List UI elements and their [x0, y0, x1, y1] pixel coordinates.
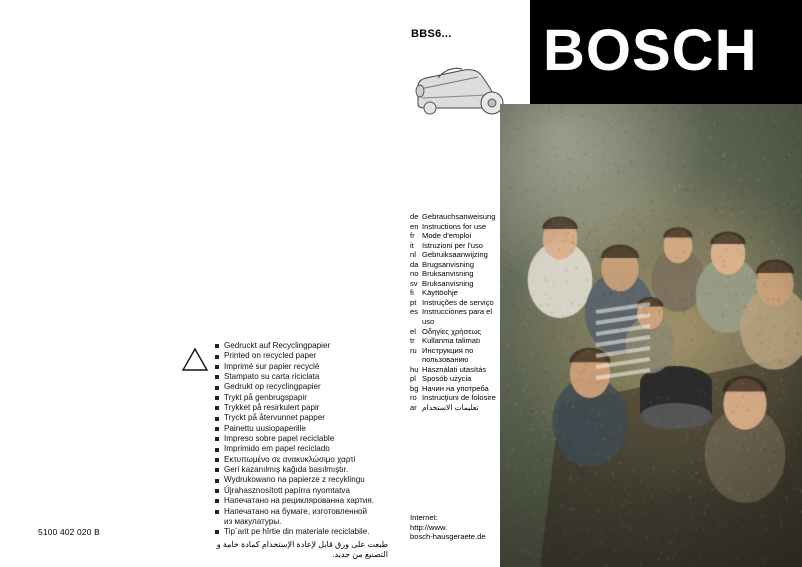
language-name: Mode d'emploi [422, 231, 472, 241]
language-row [410, 298, 498, 308]
bullet-icon [215, 489, 219, 493]
language-code: de [410, 212, 419, 221]
recycling-line [215, 434, 390, 444]
language-row [410, 365, 498, 375]
language-code: el [410, 326, 416, 336]
language-row [410, 403, 498, 413]
language-code: es [410, 307, 419, 317]
recycling-line [215, 351, 390, 361]
cover-photo-canvas [500, 104, 802, 567]
internet-label: Internet: [410, 513, 438, 522]
language-row [410, 269, 498, 279]
bullet-icon [215, 499, 219, 503]
language-code: ar [410, 402, 417, 412]
bullet-icon [215, 406, 219, 410]
language-code: nl [410, 250, 416, 260]
recycling-line-text: Tryckt på återvunnet papper [224, 413, 325, 423]
recycling-line-text: Imprimé sur papier recyclé [224, 361, 320, 371]
recycling-line-text: Εκτυπωμένο σε ανακυκλώσιμο χαρτί [224, 454, 356, 464]
language-name: Инструкция по [422, 345, 474, 355]
language-name: Οδηγίες χρήσεως [422, 326, 482, 336]
recycling-line-text: Painettu uusiopaperille [224, 423, 306, 433]
language-name-continuation: пользованию [422, 355, 469, 365]
language-code: sv [410, 278, 418, 288]
recycling-line [215, 507, 390, 517]
language-name: Начин на употреба [422, 383, 489, 393]
language-code: it [410, 240, 414, 250]
language-code: no [410, 269, 419, 279]
language-code: pt [410, 297, 417, 307]
language-code: fi [410, 288, 414, 298]
bullet-icon [215, 510, 219, 514]
recycling-line [215, 403, 390, 413]
brand-wordmark: BOSCH [543, 18, 758, 83]
language-name: تعليمات الاستخدام [422, 402, 479, 412]
bullet-icon [215, 344, 219, 348]
language-code: ru [410, 345, 417, 355]
brand-panel [530, 0, 802, 104]
language-name: Istruzioni per l'uso [422, 240, 483, 250]
language-code: ro [410, 393, 417, 403]
language-row [410, 307, 498, 317]
language-name: Brugsanvisning [422, 259, 474, 269]
recycling-line [215, 382, 390, 392]
recycling-line-text: Printed on recycled paper [224, 351, 317, 361]
recycling-line-text: Напечатано на рециклярованна хартия. [224, 496, 374, 506]
recycling-line-text: Stampato su carta riciclata [224, 372, 320, 382]
bullet-icon [215, 375, 219, 379]
internet-url-line1[interactable]: http://www. [410, 522, 448, 532]
recycling-line-text: Gedrukt op recyclingpapier [224, 382, 321, 392]
recycling-triangle-icon [182, 348, 208, 372]
recycling-line [215, 486, 390, 496]
recycling-line [215, 413, 390, 423]
language-code: bg [410, 383, 419, 393]
language-row [410, 393, 498, 403]
language-row [410, 327, 498, 337]
cover-photo [500, 104, 802, 567]
language-code: hu [410, 364, 419, 374]
recycling-line [215, 362, 390, 372]
bullet-icon [215, 417, 219, 421]
recycling-line-text: Geri kazanılmış kağıda basılmıştır. [224, 465, 349, 475]
recycling-line-text: Trykket på resirkulert papir [224, 403, 320, 413]
language-name: Instructions for use [422, 221, 487, 231]
recycling-line [215, 455, 390, 465]
recycling-line [215, 372, 390, 382]
language-row [410, 384, 498, 394]
language-name: Gebrauchsanweisung [422, 212, 496, 221]
language-name: Instrucciones para el [422, 307, 493, 317]
recycling-line-text: Wydrukowano na papierze z recyklingu [224, 475, 365, 485]
model-label: BBS6... [411, 28, 452, 40]
language-name-continuation: uso [422, 317, 435, 327]
language-name: Sposób użycia [422, 374, 472, 384]
recycling-line-text: Impreso sobre papel reciclable [224, 434, 335, 444]
language-code: en [410, 221, 419, 231]
language-row [410, 250, 498, 260]
language-code: pl [410, 374, 416, 384]
language-row [410, 288, 498, 298]
bullet-icon [215, 458, 219, 462]
recycling-line [215, 444, 390, 454]
recycling-language-list [215, 341, 390, 560]
language-name: Bruksanvisning [422, 278, 474, 288]
bullet-icon [215, 355, 219, 359]
internet-url-line2[interactable]: bosch-hausgeraete.de [410, 532, 486, 542]
recycling-line-arabic: طبعت على ورق قابل لإعادة الإستخدام كمادة خامة و التصنيع من جديد. [216, 539, 388, 559]
language-row [410, 346, 498, 356]
bullet-icon [215, 427, 219, 431]
recycling-line [215, 465, 390, 475]
language-row [410, 260, 498, 270]
recycling-line [215, 496, 390, 506]
bullet-icon [215, 365, 219, 369]
bullet-icon [215, 479, 219, 483]
back-cover [0, 0, 400, 567]
bullet-icon [215, 386, 219, 390]
recycling-line [215, 475, 390, 485]
recycling-line [215, 424, 390, 434]
recycling-line [215, 341, 390, 351]
vacuum-cleaner-illustration [408, 58, 506, 118]
recycling-line-text: Trykt på genbrugspapir [224, 392, 307, 402]
language-name: Bruksanvisning [422, 269, 474, 279]
language-row [410, 279, 498, 289]
recycling-line-continuation [215, 517, 390, 527]
recycling-line-text: Напечатано на бумаге, изготовленной [224, 506, 368, 516]
bullet-icon [215, 530, 219, 534]
recycling-line-text: из макулатуры. [224, 516, 282, 526]
recycling-line [215, 527, 390, 537]
bullet-icon [215, 468, 219, 472]
language-code: fr [410, 231, 415, 241]
language-row [410, 374, 498, 384]
language-code: da [410, 259, 419, 269]
language-row [410, 222, 498, 232]
language-row [410, 241, 498, 251]
language-row [410, 336, 498, 346]
internet-block [410, 513, 486, 542]
language-name: Gebruiksaanwijzing [422, 250, 488, 260]
bullet-icon [215, 448, 219, 452]
recycling-line-text: Gedruckt auf Recyclingpapier [224, 341, 331, 350]
language-name: Instruções de serviço [422, 297, 494, 307]
bullet-icon [215, 396, 219, 400]
front-cover [400, 0, 802, 567]
bullet-icon [215, 437, 219, 441]
recycling-line-text: Tip¨arit pe hîrtie din materiale reciclabile. [224, 527, 370, 537]
article-number: 5100 402 020 B [38, 527, 100, 537]
language-code: tr [410, 336, 415, 346]
recycling-line [215, 393, 390, 403]
language-name: Käyttöohje [422, 288, 458, 298]
recycling-line-text: Imprimido em papel reciclado [224, 444, 330, 454]
language-name: Használati utasítás [422, 364, 487, 374]
language-list [410, 212, 498, 412]
language-row [410, 212, 498, 222]
recycling-line-text: Újrahasznosított papírra nyomtatva [224, 485, 350, 495]
language-name: Kullanma talimatı [422, 336, 481, 346]
language-row [410, 231, 498, 241]
language-name: Instrucţiuni de folosire [422, 393, 496, 403]
